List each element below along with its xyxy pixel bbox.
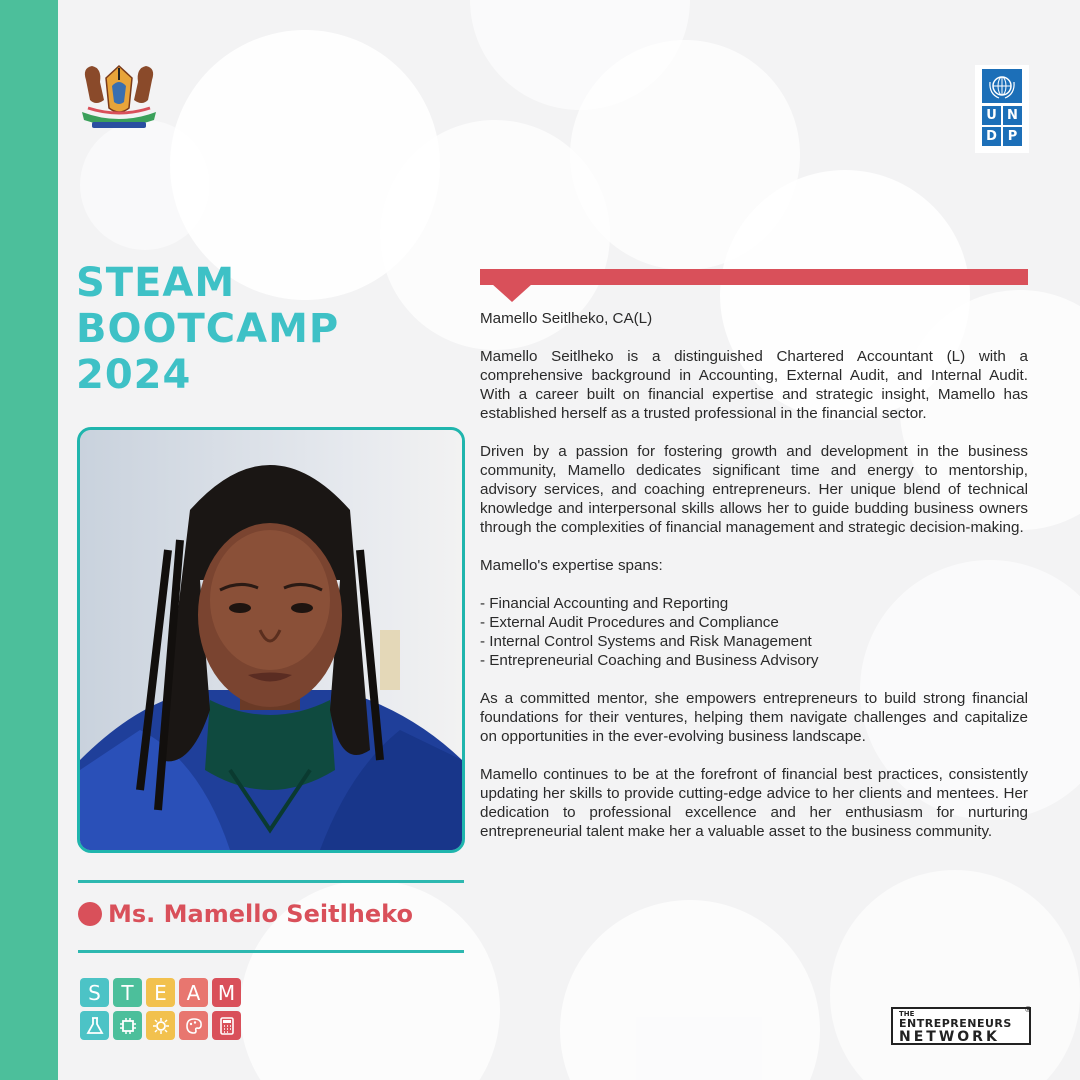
steam-letter-m: M <box>212 978 241 1007</box>
lesotho-coat-of-arms-logo <box>74 60 164 136</box>
expertise-item: - Internal Control Systems and Risk Management <box>480 633 812 650</box>
bio-paragraph-1: Mamello Seitlheko is a distinguished Chartered Accountant (L) with a comprehensive background in Accounting, External Audit, and Internal Audit. With a career built on financial expertise and strategic insight, Mamello has established herself as a trusted professional in the financial sector. <box>480 348 1028 422</box>
bio-heading: Mamello Seitlheko, CA(L) <box>480 310 653 327</box>
steam-logo <box>80 978 241 1040</box>
ten-logo-the: THE <box>899 1010 915 1018</box>
expertise-list <box>480 594 1028 670</box>
speaker-name <box>78 900 413 928</box>
undp-letter-u: U <box>982 106 1001 125</box>
name-divider-top <box>78 880 464 883</box>
bio-paragraph-3: As a committed mentor, she empowers entrepreneurs to build strong financial foundations for their ventures, helping them navigate challenges and capitalize on opportunities in the ever-evolving business landscape. <box>480 690 1028 745</box>
bio-section <box>480 309 1028 860</box>
gear-icon <box>146 1011 175 1040</box>
speaker-name-text: Ms. Mamello Seitlheko <box>108 900 413 928</box>
undp-letter-p: P <box>1003 127 1022 146</box>
expertise-item: - Entrepreneurial Coaching and Business Advisory <box>480 652 819 669</box>
steam-letter-t: T <box>113 978 142 1007</box>
expertise-item: - Financial Accounting and Reporting <box>480 595 729 612</box>
bio-banner-tip <box>492 284 532 302</box>
palette-icon <box>179 1011 208 1040</box>
bio-paragraph-2: Driven by a passion for fostering growth and development in the business community, Mamello dedicates significant time and energy to mentorship, advisory services, and coaching entrepreneurs. Her unique blend of technical knowledge and interpersonal skills allows her to guide budding business owners through the complexities of financial management and strategic decision-making. <box>480 443 1028 536</box>
expertise-intro: Mamello's expertise spans: <box>480 557 663 574</box>
registered-mark: ® <box>1025 1005 1031 1014</box>
title-line-1: STEAM <box>76 260 236 306</box>
ten-logo-line-1: ENTREPRENEURS <box>899 1017 1012 1030</box>
flask-icon <box>80 1011 109 1040</box>
undp-letter-n: N <box>1003 106 1022 125</box>
expertise-item: - External Audit Procedures and Compliance <box>480 614 779 631</box>
undp-logo <box>975 65 1029 153</box>
bio-paragraph-4: Mamello continues to be at the forefront of financial best practices, consistently updating her skills to provide cutting-edge advice to her clients and mentees. Her dedication to professional excellence and her enthusiasm for nurturing entrepreneurial talent make her a valuable asset to the business community. <box>480 766 1028 840</box>
ten-logo-line-2: NETWORK <box>899 1029 1000 1045</box>
title-line-2: BOOTCAMP <box>76 306 340 352</box>
steam-letter-a: A <box>179 978 208 1007</box>
portrait-photo <box>77 427 465 853</box>
left-accent-bar <box>0 0 58 1080</box>
chip-icon <box>113 1011 142 1040</box>
bullet-dot-icon <box>78 902 102 926</box>
entrepreneurs-network-logo <box>891 1007 1031 1045</box>
steam-letter-e: E <box>146 978 175 1007</box>
undp-letter-d: D <box>982 127 1001 146</box>
bio-banner <box>480 269 1028 285</box>
event-title <box>76 260 339 398</box>
title-line-3: 2024 <box>76 352 192 398</box>
name-divider-bottom <box>78 950 464 953</box>
calculator-icon <box>212 1011 241 1040</box>
steam-letter-s: S <box>80 978 109 1007</box>
un-emblem-icon <box>982 69 1022 103</box>
